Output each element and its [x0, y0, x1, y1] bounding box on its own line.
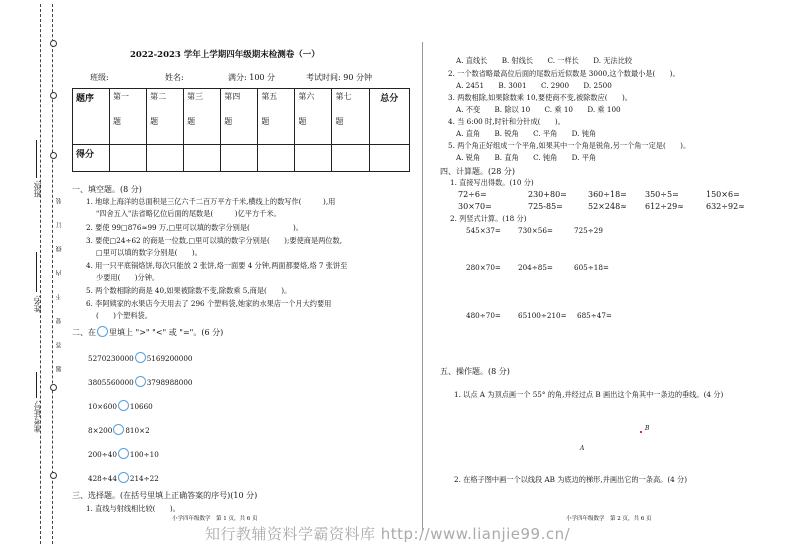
s3-q5: 5. 两个角正好组成一个平角,如果其中一个角是锐角,另一个角一定是( )。: [448, 141, 691, 150]
s1-line: 少要用( )分钟。: [96, 273, 160, 282]
section3-heading: 三、选择题。(在括号里填上正确答案的序号)(10 分): [72, 491, 258, 500]
score-col-6: 第六 题: [295, 89, 332, 145]
section4-heading: 四、计算题。(28 分): [440, 167, 515, 176]
s3-q5-options: A. 锐角 B. 直角 C. 钝角 D. 平角: [456, 153, 597, 162]
seal-char: 订: [56, 222, 63, 228]
score-col-1: 第一 题: [110, 89, 147, 145]
seal-char: 装: [56, 198, 63, 204]
footer-right: 小学四年级数学 第 2 页，共 6 页: [566, 516, 652, 522]
s4-sub2: 2. 列竖式计算。(18 分): [450, 214, 527, 223]
seal-char: 线: [56, 246, 63, 252]
s5-q1: 1. 以点 A 为顶点画一个 55° 的角,并经过点 B 画出这个角其中一条边的垂线。(4 分): [454, 390, 724, 399]
score-table: [72, 88, 410, 172]
exam-no-underline: [36, 372, 37, 398]
vertical-calc: 65100÷210=: [518, 311, 567, 320]
s3-q4: 4. 当 6:00 时,时针和分针成( )。: [448, 117, 565, 126]
binding-hole-icon: [50, 472, 57, 479]
seal-char: 题: [56, 366, 63, 372]
point-b-dot: [640, 431, 642, 433]
score-col-4: 第四 题: [221, 89, 258, 145]
compare-circle[interactable]: [135, 352, 146, 363]
oral-calc: 612÷29≈: [645, 202, 684, 211]
compare-item: 5270230000 5169200000: [88, 354, 193, 363]
oral-calc: 725-85=: [528, 202, 563, 211]
oral-calc: 150×6=: [706, 190, 740, 199]
point-b-label: B: [645, 425, 650, 432]
score-col-3: 第三 题: [184, 89, 221, 145]
page-title: 2022-2023 学年上学期四年级期末检测卷（一）: [130, 50, 320, 60]
oral-calc: 350÷5=: [645, 190, 679, 199]
vertical-calc: 280×70=: [466, 263, 501, 272]
score-col-2: 第二 题: [147, 89, 184, 145]
column-divider: [422, 42, 423, 532]
s4-sub1: 1. 直接写出得数。(10 分): [450, 178, 534, 187]
s1-line: ( )个塑料袋。: [96, 311, 152, 320]
vertical-calc: 685÷47=: [577, 311, 612, 320]
compare-circle[interactable]: [118, 400, 129, 411]
name-underline: [36, 252, 37, 292]
vertical-calc: 605÷18=: [574, 263, 609, 272]
s1-line: 1. 地球上海洋的总面积是三亿六千二百万平方千米,横线上的数写作( ),用: [86, 197, 336, 206]
compare-circle[interactable]: [135, 376, 146, 387]
binding-hole-icon: [50, 384, 57, 391]
oral-calc: 632÷92≈: [706, 202, 745, 211]
s3-q2: 2. 一个数省略最高位后面的尾数后近似数是 3000,这个数最小是( )。: [448, 69, 680, 78]
score-cell[interactable]: [221, 145, 258, 172]
s3-q2-options: A. 2451 B. 3001 C. 2900 D. 2500: [456, 81, 612, 90]
oral-calc: 360÷18=: [588, 190, 627, 199]
s1-line: 2. 要使 99□876≈99 万,□里可以填的数字分别是( )。: [86, 223, 303, 232]
score-cell[interactable]: [110, 145, 147, 172]
info-class: 班级:: [90, 73, 109, 82]
exam-no-label: 准考证号:: [33, 400, 42, 433]
footer-left: 小学四年级数学 第 1 页，共 6 页: [172, 516, 258, 522]
seal-char: 不: [56, 294, 63, 300]
compare-item: 8×200 810×2: [88, 426, 150, 435]
compare-circle[interactable]: [118, 472, 129, 483]
info-name: 姓名:: [165, 73, 184, 82]
name-label: 姓名:: [33, 295, 42, 313]
binding-hole-icon: [50, 152, 57, 159]
s3-q4-options: A. 直角 B. 锐角 C. 平角 D. 钝角: [456, 129, 597, 138]
score-col-7: 第七 题: [332, 89, 369, 145]
binding-line-outer: [40, 4, 41, 544]
point-a-label: A: [580, 445, 585, 452]
score-cell[interactable]: [295, 145, 332, 172]
compare-item: 3805560000 3798988000: [88, 378, 193, 387]
s3-q1: 1. 直线与射线相比较( )。: [86, 504, 180, 513]
seal-char: 内: [56, 270, 63, 276]
vertical-calc: 204÷85=: [518, 263, 553, 272]
compare-circle[interactable]: [113, 424, 124, 435]
s1-line: 3. 要使□24÷62 的商是一位数,□里可以填的数字分别是( );要使商是两位数,: [86, 236, 342, 245]
section2-heading: 二、在 里填上 ">" "<" 或 "="。(6 分): [72, 328, 224, 337]
oral-calc: 230+80=: [528, 190, 567, 199]
score-row-label: 得分: [73, 145, 110, 172]
vertical-calc: 480÷70=: [466, 311, 501, 320]
seal-char: 答: [56, 342, 63, 348]
watermark: 知行教辅资料学霸资料库 http://www.lianjie99.cn/: [205, 525, 571, 543]
score-total-header: 总分: [369, 89, 409, 145]
score-cell[interactable]: [147, 145, 184, 172]
compare-item: 200÷40 100÷10: [88, 450, 159, 459]
s1-line: □里可以填的数字分别是( )。: [96, 248, 202, 257]
s1-line: 5. 两个数相除的商是 40,如果被除数不变,除数乘 5,商是( )。: [86, 286, 292, 295]
compare-item: 10×600 10660: [88, 402, 153, 411]
binding-margin: [0, 0, 62, 548]
vertical-calc: 545×37=: [466, 226, 501, 235]
compare-item: 428÷44 214÷22: [88, 474, 159, 483]
info-full-score: 满分: 100 分: [228, 73, 276, 82]
score-cell[interactable]: [369, 145, 409, 172]
oral-calc: 52×248≈: [588, 202, 627, 211]
binding-hole-icon: [50, 40, 57, 47]
section1-heading: 一、填空题。(8 分): [72, 185, 142, 194]
score-table-header: 题序: [73, 89, 110, 145]
s1-line: "四舍五入"法省略亿位后面的尾数是( )亿平方千米。: [96, 209, 281, 218]
s5-q2: 2. 在格子图中画一个以线段 AB 为底边的梯形,并画出它的一条高。(4 分): [454, 475, 688, 484]
compare-circle-icon: [97, 326, 108, 337]
section5-heading: 五、操作题。(8 分): [440, 367, 510, 376]
class-label: 班级:: [33, 180, 42, 198]
seal-char: 要: [56, 318, 63, 324]
s3-q3-options: A. 不变 B. 除以 10 C. 乘 10 D. 乘 100: [456, 105, 621, 114]
s3-q3: 3. 两数相除,如果除数乘 10,要使商不变,被除数应( )。: [448, 93, 632, 102]
oral-calc: 30×70=: [458, 202, 492, 211]
s1-line: 4. 用一只平底锅烙饼,每次只能放 2 张饼,烙一面要 4 分钟,两面都要烙,烙 7 张饼至: [86, 261, 348, 270]
s1-line: 6. 李阿姨家的水果店今天用去了 296 个塑料袋,她家的水果店一个月大约要用: [86, 299, 332, 308]
vertical-calc: 725÷29: [574, 226, 603, 235]
class-underline: [36, 140, 37, 178]
score-col-5: 第五 题: [258, 89, 295, 145]
score-cell[interactable]: [332, 145, 369, 172]
binding-hole-icon: [50, 92, 57, 99]
info-time: 考试时间: 90 分钟: [306, 73, 372, 82]
binding-line-inner: [52, 4, 53, 544]
s3-q1-options: A. 直线长 B. 射线长 C. 一样长 D. 无法比较: [456, 56, 633, 65]
score-cell[interactable]: [258, 145, 295, 172]
score-cell[interactable]: [184, 145, 221, 172]
vertical-calc: 730×56=: [518, 226, 553, 235]
oral-calc: 72÷6=: [458, 190, 487, 199]
compare-circle[interactable]: [118, 448, 129, 459]
